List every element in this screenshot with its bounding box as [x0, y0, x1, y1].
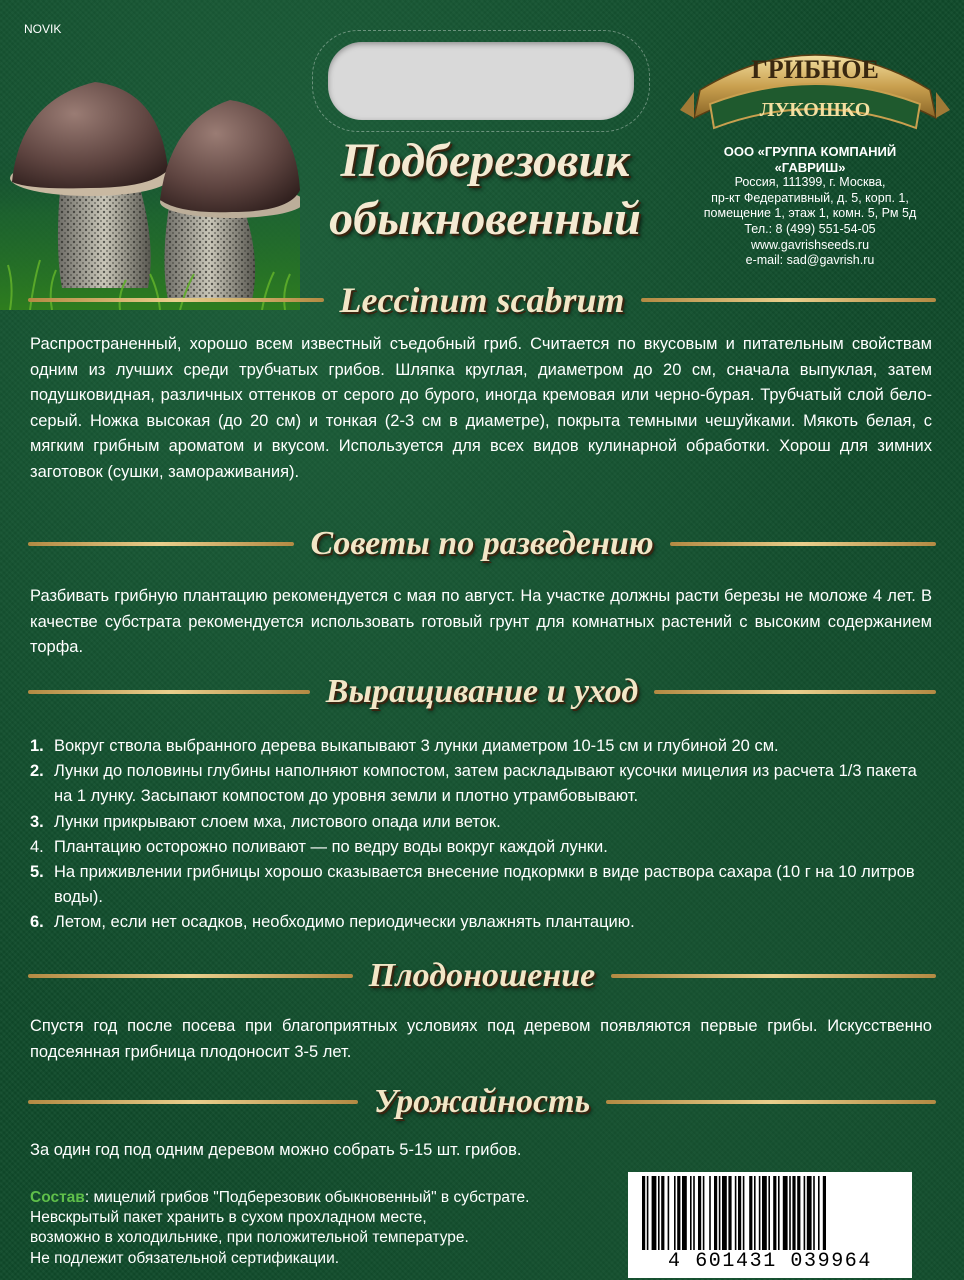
- barcode-bar: [797, 1176, 800, 1250]
- heading-rule: [28, 974, 353, 978]
- barcode-bar: [754, 1176, 756, 1250]
- tips-text: Разбивать грибную плантацию рекомендуется с мая по август. На участке должны расти березы не моложе 4 лет. В качестве субстрата рекомендуется использовать готовый грунт для комнатных растений с высоким содержанием торфа.: [30, 587, 932, 657]
- barcode-bar: [674, 1176, 676, 1250]
- heading-rule: [606, 1100, 936, 1104]
- certification-line: Не подлежит обязательной сертификации.: [30, 1249, 340, 1267]
- tips-heading-text: Советы по разведению: [310, 525, 654, 562]
- barcode-bar: [783, 1176, 788, 1250]
- tips-heading: [0, 524, 964, 564]
- barcode-bar: [703, 1176, 705, 1250]
- heading-rule: [28, 690, 310, 694]
- logo-line2: ЛУКОШКО: [759, 99, 871, 121]
- step-number: 4.: [30, 837, 44, 856]
- brand-logo: [680, 28, 950, 140]
- fruiting-heading-text: Плодоношение: [368, 957, 596, 994]
- storage-line-2: возможно в холодильнике, при положительной температуре.: [30, 1229, 469, 1247]
- barcode-bar: [647, 1176, 649, 1250]
- barcode: [628, 1172, 912, 1278]
- growing-heading-text: Выращивание и уход: [325, 673, 639, 710]
- heading-rule: [611, 974, 936, 978]
- barcode-bar: [762, 1176, 767, 1250]
- barcode-bar: [743, 1176, 745, 1250]
- step-item: [30, 734, 936, 759]
- step-text: Лунки прикрывают слоем мха, листового опада или веток.: [54, 812, 501, 831]
- composition-text: : мицелий грибов "Подберезовик обыкновенный" в субстрате.: [84, 1189, 530, 1206]
- step-text: Лунки до половины глубины наполняют компостом, затем раскладывают кусочки мицелия из расчета 1/3 пакета на 1 лунку. Засыпают компостом до уровня земли и плотно утрамбовывают.: [54, 762, 917, 806]
- heading-rule: [670, 542, 936, 546]
- barcode-bar: [677, 1176, 680, 1250]
- barcode-bar: [690, 1176, 692, 1250]
- barcode-bar: [714, 1176, 717, 1250]
- barcode-bars: [636, 1176, 904, 1250]
- latin-name-heading: [0, 280, 964, 320]
- barcode-bar: [719, 1176, 721, 1250]
- barcode-bar: [709, 1176, 711, 1250]
- company-address-1: Россия, 111399, г. Москва,: [734, 175, 886, 190]
- step-number: 2.: [30, 762, 44, 781]
- footer-info: [30, 1188, 630, 1269]
- yield-text: За один год под одним деревом можно собрать 5-15 шт. грибов.: [30, 1141, 522, 1159]
- barcode-bar: [652, 1176, 657, 1250]
- step-text: Вокруг ствола выбранного дерева выкапывают 3 лунки диаметром 10-15 см и глубиной 20 см.: [54, 737, 779, 755]
- description-text: Распространенный, хорошо всем известный съедобный гриб. Считается по вкусовым и питательным свойствам одним из лучших среди трубчатых грибов. Шляпка круглая, диаметром до 20 см, сначала выпуклая, затем подушковидная, различных оттенков от серого до бурого, иногда кремовая или черно-бурая. Трубчатый слой бело-серый. Ножка высокая (до 20 см) и тонкая (2-3 см в диаметре), покрыта темными чешуйками. Мякоть белая, с мягким грибным ароматом и вкусом. Используется для всех видов кулинарной обработки. Хорош для зимних заготовок (сушки, замораживания).: [30, 335, 932, 481]
- composition-label: Состав: [30, 1189, 85, 1206]
- storage-line-1: Невскрытый пакет хранить в сухом прохладном месте,: [30, 1209, 427, 1227]
- barcode-bar: [804, 1176, 806, 1250]
- step-item: [30, 860, 936, 910]
- barcode-bar: [728, 1176, 731, 1250]
- barcode-bar: [668, 1176, 670, 1250]
- step-number: 5.: [30, 863, 44, 882]
- barcode-bar: [698, 1176, 701, 1250]
- hang-hole: [328, 42, 634, 120]
- barcode-bar: [693, 1176, 695, 1250]
- heading-rule: [654, 690, 936, 694]
- barcode-bar: [807, 1176, 812, 1250]
- logo-line1: ГРИБНОЕ: [751, 55, 879, 84]
- company-email: e-mail: sad@gavrish.ru: [745, 253, 875, 268]
- product-title: [300, 132, 670, 248]
- growing-steps: [30, 734, 936, 936]
- barcode-bar: [661, 1176, 664, 1250]
- barcode-bar: [792, 1176, 795, 1250]
- yield-heading: [0, 1082, 964, 1122]
- step-item: [30, 835, 936, 860]
- brand-mark: NOVIK: [24, 22, 62, 36]
- fruiting-heading: [0, 956, 964, 996]
- barcode-bar: [722, 1176, 727, 1250]
- company-name-1: ООО «ГРУППА КОМПАНИЙ: [723, 144, 897, 159]
- step-item: [30, 810, 936, 835]
- growing-heading: [0, 672, 964, 712]
- barcode-bar: [749, 1176, 752, 1250]
- barcode-bar: [789, 1176, 791, 1250]
- company-address-3: помещение 1, этаж 1, комн. 5, Рм 5д: [703, 206, 917, 221]
- barcode-bar: [759, 1176, 761, 1250]
- barcode-bar: [778, 1176, 780, 1250]
- company-address-2: пр-кт Федеративный, д. 5, корп. 1,: [711, 190, 909, 205]
- barcode-bar: [823, 1176, 826, 1250]
- company-info: [690, 144, 930, 269]
- barcode-bar: [738, 1176, 741, 1250]
- yield-heading-text: Урожайность: [373, 1083, 591, 1120]
- step-number: 3.: [30, 812, 44, 831]
- barcode-bar: [818, 1176, 820, 1250]
- step-number: 1.: [30, 737, 44, 755]
- heading-rule: [28, 298, 324, 302]
- fruiting-text: Спустя год после посева при благоприятных условиях под деревом появляются первые грибы. Искусственно подсеянная грибница плодоносит 3-5 лет.: [30, 1017, 932, 1061]
- heading-rule: [641, 298, 937, 302]
- latin-name: Leccinum scabrum: [339, 280, 625, 320]
- step-number: 6.: [30, 913, 44, 932]
- step-text: На приживлении грибницы хорошо сказывается внесение подкормки в виде раствора сахара (10 г на 10 литров воды).: [54, 863, 915, 907]
- product-title-line1: Подберезовик: [340, 134, 630, 187]
- barcode-bar: [735, 1176, 737, 1250]
- step-item: [30, 910, 936, 935]
- company-name-2: «ГАВРИШ»: [774, 159, 846, 175]
- step-item: [30, 759, 936, 809]
- barcode-bar: [682, 1176, 687, 1250]
- barcode-bar: [658, 1176, 660, 1250]
- composition-line: [30, 1188, 630, 1208]
- product-title-line2: обыкновенный: [329, 192, 641, 245]
- barcode-bar: [642, 1176, 645, 1250]
- barcode-bar: [773, 1176, 776, 1250]
- step-text: Плантацию осторожно поливают — по ведру воды вокруг каждой лунки.: [54, 837, 608, 856]
- company-website: www.gavrishseeds.ru: [750, 237, 870, 252]
- mushroom-photo: [0, 60, 300, 310]
- heading-rule: [28, 542, 294, 546]
- barcode-number: 4 601431 039964: [667, 1250, 873, 1273]
- company-phone: Тел.: 8 (499) 551-54-05: [744, 221, 876, 236]
- barcode-bar: [768, 1176, 770, 1250]
- heading-rule: [28, 1100, 358, 1104]
- barcode-bar: [813, 1176, 815, 1250]
- step-text: Летом, если нет осадков, необходимо периодически увлажнять плантацию.: [54, 913, 635, 932]
